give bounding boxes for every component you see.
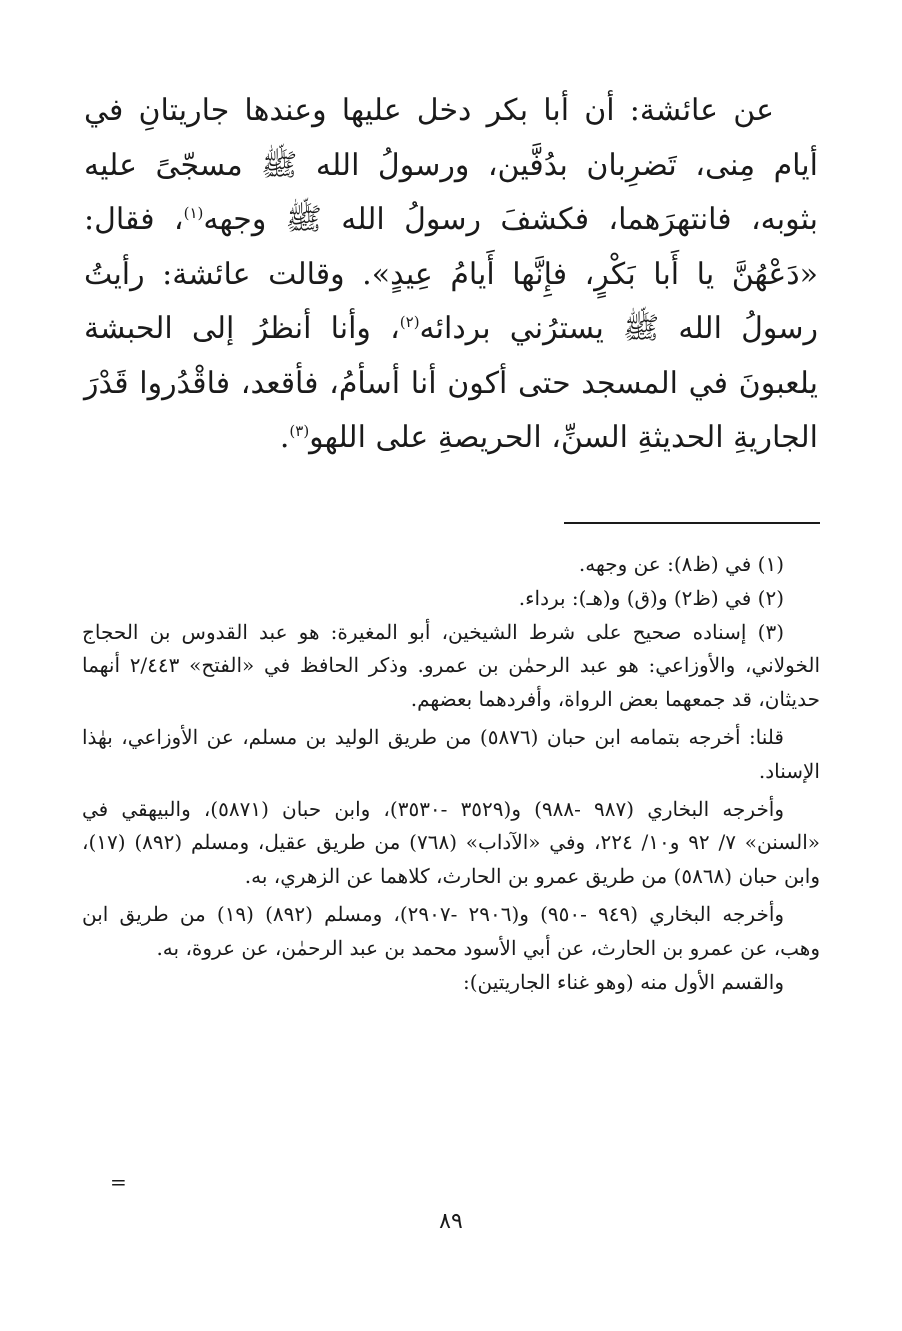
hadith-text-part-2: ، فقال: «دَعْهُنَّ يا أَبا بَكْرٍ، فإِنَّها أَيامُ عِيدٍ». وقالت عائشة: رأيتُ رسولُ الله ﷺ يسترُني بردائه [84, 202, 818, 346]
footnote-2: (٢) في (ظ٢) و(ق) و(هـ): برداء. [518, 585, 784, 610]
hadith-main-text [84, 84, 818, 466]
page-number: ٨٩ [439, 1209, 463, 1234]
footnote-3-paragraph-4: وأخرجه البخاري (٩٤٩ -٩٥٠) و(٢٩٠٦ -٢٩٠٧)، ومسلم (٨٩٢) (١٩) من طريق ابن وهب، عن عمرو بن الحارث، عن أبي الأسود محمد بن عبد الرحمٰن، عن عروة، به. [82, 901, 820, 960]
footnotes-section [82, 548, 820, 999]
footnote-3-paragraph-2: قلنا: أخرجه بتمامه ابن حبان (٥٨٧٦) من طريق الوليد بن مسلم، عن الأوزاعي، بهٰذا الإسناد. [82, 724, 820, 783]
footnote-3: (٣) إسناده صحيح على شرط الشيخين، أبو المغيرة: هو عبد القدوس بن الحجاج الخولاني، والأوزاعي: هو عبد الرحمٰن بن عمرو. وذكر الحافظ في «الفتح» ٢/٤٤٣ أنهما حديثان، قد جمعهما بعض الرواة، وأفردهما بعضهم. [82, 619, 821, 712]
footnote-divider [564, 522, 820, 524]
footnote-3-paragraph-5: والقسم الأول منه (وهو غناء الجاريتين): [462, 969, 784, 994]
hadith-text-part-1: عن عائشة: أن أبا بكر دخل عليها وعندها جاريتانِ في أيام مِنى، تَضرِبان بدُفَّين، ورسولُ الله ﷺ مسجّىً عليه بثوبه، فانتهرَهما، فكشفَ رسولُ الله ﷺ وجهه [84, 93, 819, 237]
footnote-3-paragraph-3: وأخرجه البخاري (٩٨٧ -٩٨٨) و(٣٥٢٩ -٣٥٣٠)، وابن حبان (٥٨٧١)، والبيهقي في «السنن» ٧/ ٩٢ و١٠/ ٢٢٤، وفي «الآداب» (٧٦٨) من طريق عقيل، ومسلم (٨٩٢) (١٧)، وابن حبان (٥٨٦٨) من طريق عمرو بن الحارث، كلاهما عن الزهري، به. [82, 796, 820, 889]
continuation-mark: = [110, 1170, 127, 1194]
footnote-1: (١) في (ظ٨): عن وجهه. [578, 552, 784, 576]
hadith-paragraph [84, 84, 818, 466]
footnote-ref-1: (١) [183, 204, 204, 222]
footnote-ref-2: (٢) [399, 313, 420, 331]
hadith-text-part-4: . [279, 420, 290, 455]
hadith-text-part-3: ، وأنا أنظرُ إلى الحبشة يلعبونَ في المسجد حتى أكون أنا أسأمُ، فأقعد، فاقْدُروا قَدْرَ الجاريةِ الحديثةِ السنِّ، الحريصةِ على اللهو [84, 311, 818, 455]
footnote-ref-3: (٣) [289, 422, 310, 440]
